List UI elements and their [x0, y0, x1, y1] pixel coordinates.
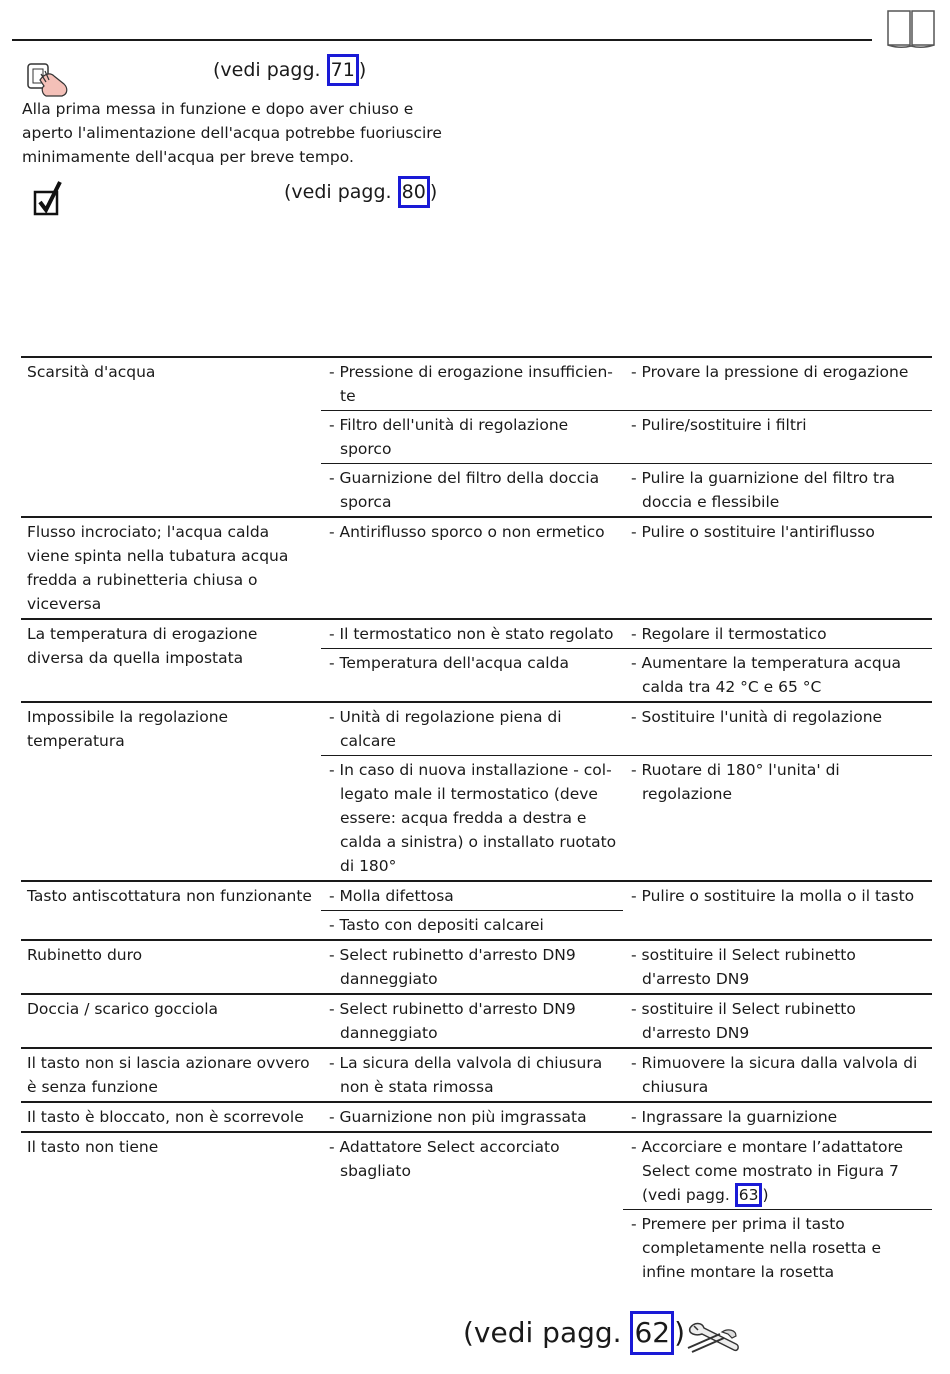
remedy-cell: - sostituire il Select rubinetto d'arresto DN9: [631, 1000, 856, 1042]
book-icon: [886, 8, 936, 50]
page-link[interactable]: 71: [327, 54, 359, 86]
ref-suffix: ): [674, 1316, 686, 1349]
cause-cell: - La sicura della valvola di chiusura non è stata rimossa: [329, 1054, 603, 1096]
ref-prefix: (vedi pagg.: [463, 1316, 631, 1349]
header-rule: [12, 39, 872, 41]
cause-cell: - Select rubinetto d'arresto DN9 danneggiato: [329, 946, 576, 988]
remedy-cell: - Pulire la guarnizione del filtro tra doccia e flessibile: [631, 469, 896, 511]
table-row: [21, 939, 932, 993]
remedy-cell: - Ingrassare la guarnizione: [631, 1108, 838, 1126]
checkbox-icon: [32, 180, 66, 218]
problem-cell: Il tasto non si lascia azionare ovvero è senza funzione: [27, 1054, 310, 1096]
cause-cell: - Temperatura dell'acqua calda: [329, 654, 569, 672]
table-row: [21, 1047, 932, 1101]
remedy-cell: - sostituire il Select rubinetto d'arresto DN9: [631, 946, 856, 988]
page-reference: [213, 57, 366, 83]
table-row: [21, 1131, 932, 1286]
problem-cell: Il tasto non tiene: [27, 1138, 159, 1156]
table-row: [21, 516, 932, 618]
cause-cell: - Guarnizione non più imgrassata: [329, 1108, 587, 1126]
page-link[interactable]: 62: [630, 1311, 674, 1355]
problem-cell: Impossibile la regolazione temperatura: [27, 708, 229, 750]
ref-suffix: ): [429, 181, 438, 203]
cause-cell: - Adattatore Select accorciato sbagliato: [329, 1138, 560, 1180]
cause-cell: - Pressione di erogazione insufficien-te: [329, 363, 613, 405]
table-row: [21, 618, 932, 701]
remedy-text: - Accorciare e montare l’adattatore Select come mostrato in Figura 7 (vedi pagg.: [631, 1138, 904, 1204]
cause-cell: - Il termostatico non è stato regolato: [329, 625, 614, 643]
ref-prefix: (vedi pagg.: [284, 181, 398, 203]
cause-cell: - Filtro dell'unità di regolazione sporco: [329, 416, 569, 458]
hand-on-switch-icon: [24, 60, 72, 98]
page-link[interactable]: 80: [398, 176, 430, 208]
cause-cell: - Unità di regolazione piena di calcare: [329, 708, 562, 750]
table-row: [21, 1101, 932, 1131]
troubleshooting-table: [21, 356, 932, 1286]
problem-cell: La temperatura di erogazione diversa da quella impostata: [27, 625, 258, 667]
remedy-cell: - Pulire/sostituire i filtri: [631, 416, 807, 434]
problem-cell: Rubinetto duro: [27, 946, 143, 964]
table-row: [21, 880, 932, 939]
remedy-cell: - Premere per prima il tasto completamente nella rosetta e infine montare la rosetta: [631, 1215, 882, 1281]
remedy-cell: - Aumentare la temperatura acqua calda tra 42 °C e 65 °C: [631, 654, 902, 696]
cause-cell: - Molla difettosa: [329, 887, 454, 905]
problem-cell: Doccia / scarico gocciola: [27, 1000, 219, 1018]
table-row: [21, 993, 932, 1047]
remedy-cell: [631, 1135, 928, 1207]
remedy-cell: - Pulire o sostituire la molla o il tasto: [631, 887, 915, 905]
page-link[interactable]: 63: [735, 1183, 763, 1207]
cause-cell: - Select rubinetto d'arresto DN9 danneggiato: [329, 1000, 576, 1042]
table-row: [21, 356, 932, 516]
page-reference: [284, 179, 437, 205]
problem-cell: Scarsità d'acqua: [27, 363, 156, 381]
table-row: [21, 701, 932, 880]
remedy-cell: - Pulire o sostituire l'antiriflusso: [631, 523, 875, 541]
ref-suffix: ): [762, 1186, 769, 1204]
remedy-cell: - Rimuovere la sicura dalla valvola di chiusura: [631, 1054, 918, 1096]
remedy-cell: - Regolare il termostatico: [631, 625, 827, 643]
cause-cell: - Tasto con depositi calcarei: [329, 916, 544, 934]
cause-cell: - Antiriflusso sporco o non ermetico: [329, 523, 605, 541]
ref-suffix: ): [358, 59, 367, 81]
ref-prefix: (vedi pagg.: [213, 59, 327, 81]
problem-cell: Flusso incrociato; l'acqua calda viene spinta nella tubatura acqua fredda a rubinetteria chiusa o viceversa: [27, 523, 289, 613]
intro-paragraph: Alla prima messa in funzione e dopo aver chiuso e aperto l'alimentazione dell'acqua potrebbe fuoriuscire minimamente dell'acqua per breve tempo.: [22, 100, 442, 166]
problem-cell: Il tasto è bloccato, non è scorrevole: [27, 1108, 304, 1126]
page-reference: [463, 1313, 685, 1353]
problem-cell: Tasto antiscottatura non funzionante: [27, 887, 312, 905]
cause-cell: - In caso di nuova installazione - col-legato male il termostatico (deve essere: acqua fredda a destra e calda a sinistra) o installato ruotato di 180°: [329, 761, 617, 875]
remedy-cell: - Provare la pressione di erogazione: [631, 363, 909, 381]
cause-cell: - Guarnizione del filtro della doccia sporca: [329, 469, 600, 511]
remedy-cell: - Sostituire l'unità di regolazione: [631, 708, 883, 726]
remedy-cell: - Ruotare di 180° l'unita' di regolazione: [631, 761, 840, 803]
wrench-icon: [684, 1318, 742, 1358]
